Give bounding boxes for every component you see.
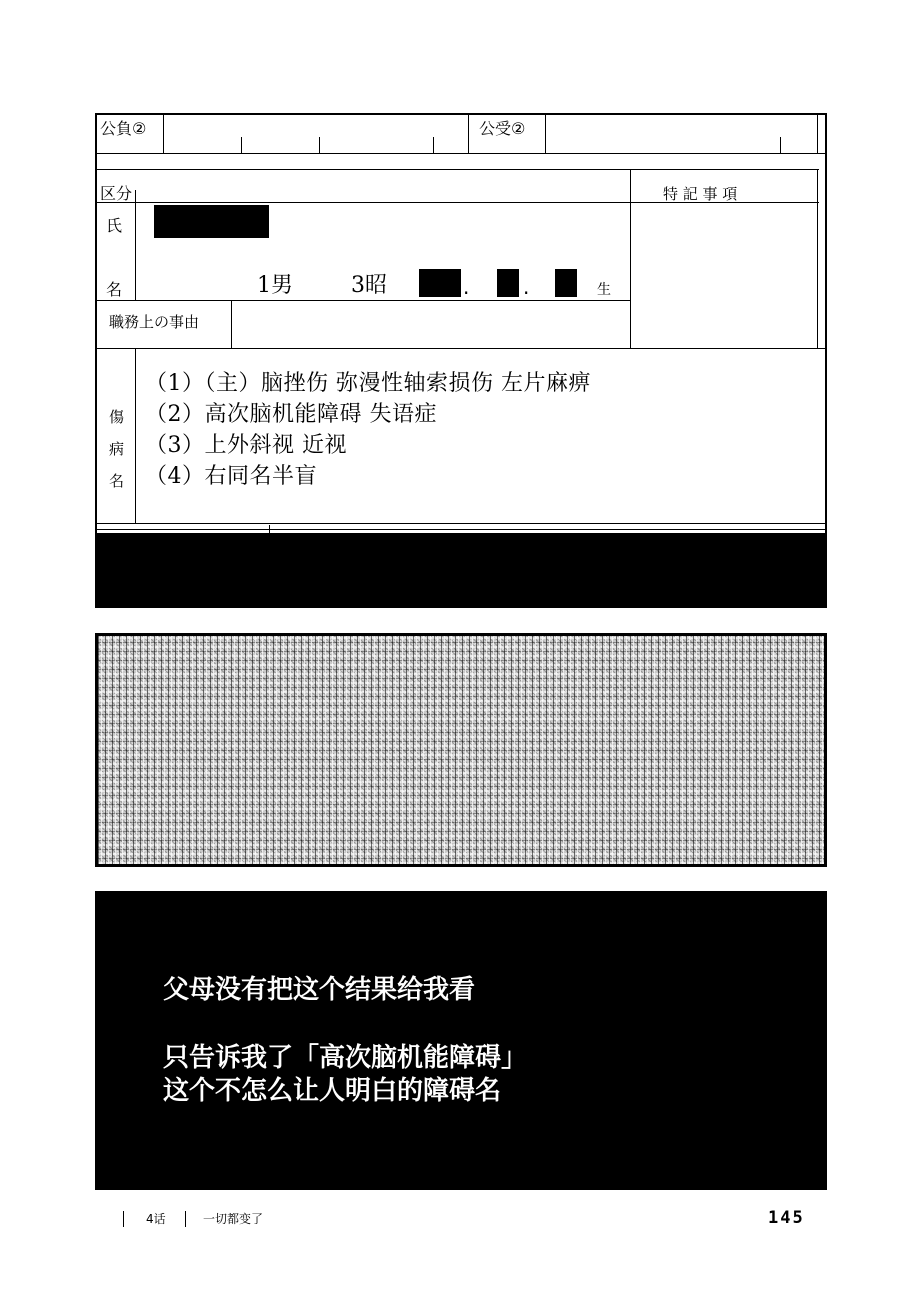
label-diagnosis-3: 名 <box>109 472 125 490</box>
label-public-burden: 公負② <box>100 119 147 138</box>
caption-panel <box>95 891 827 1190</box>
rule <box>97 529 827 530</box>
page-number: 145 <box>768 1208 805 1228</box>
caption-line-1: 父母没有把这个结果给我看 <box>163 975 476 1005</box>
rule <box>97 153 827 154</box>
redacted-month <box>497 269 519 297</box>
label-public-receive: 公受② <box>479 119 526 138</box>
divider <box>135 348 136 523</box>
divider <box>545 115 546 153</box>
label-category: 区分 <box>100 184 133 203</box>
label-diagnosis-2: 病 <box>109 440 125 458</box>
rule <box>97 300 631 301</box>
sex-field: 1男 <box>257 273 293 298</box>
diagnosis-line-4: （4）右同名半盲 <box>145 464 317 489</box>
date-separator: . <box>523 275 530 299</box>
redacted-day <box>555 269 577 297</box>
label-diagnosis-1: 傷 <box>109 408 125 426</box>
footer-divider <box>185 1211 186 1227</box>
tick <box>780 137 781 153</box>
caption-line-3: 这个不怎么让人明白的障碍名 <box>163 1076 502 1106</box>
divider <box>630 169 631 349</box>
diagnosis-line-2: （2）高次脑机能障碍 失语症 <box>145 402 437 427</box>
footer-chapter-title: 一切都变了 <box>203 1212 264 1226</box>
born-label: 生 <box>597 282 611 298</box>
divider <box>468 115 469 153</box>
label-special-notes: 特 記 事 項 <box>663 185 738 203</box>
redacted-name <box>154 205 269 238</box>
tick <box>135 190 136 202</box>
date-separator: . <box>463 275 470 299</box>
divider <box>817 115 818 153</box>
label-name-2: 名 <box>106 280 123 299</box>
divider <box>231 300 232 349</box>
rule <box>97 169 819 170</box>
medical-form-panel <box>95 113 827 608</box>
static-noise-panel <box>95 633 827 867</box>
footer-chapter: 4话 <box>146 1212 166 1226</box>
rule <box>97 523 827 524</box>
diagnosis-line-3: （3）上外斜视 近视 <box>145 433 347 458</box>
divider <box>163 115 164 153</box>
rule <box>97 202 819 203</box>
tick <box>241 137 242 153</box>
label-occupational-reason: 職務上の事由 <box>109 313 200 331</box>
divider <box>135 202 136 300</box>
caption-line-2: 只告诉我了「高次脑机能障碍」 <box>163 1043 528 1073</box>
diagnosis-line-1: （1）（主）脑挫伤 弥漫性轴索损伤 左片麻痹 <box>145 371 591 396</box>
birth-era-field: 3昭 <box>351 273 387 298</box>
redacted-year <box>419 269 461 297</box>
rule <box>97 348 827 349</box>
label-name-1: 氏 <box>106 216 123 235</box>
tick <box>319 137 320 153</box>
divider <box>817 169 818 349</box>
tick <box>433 137 434 153</box>
footer-divider <box>123 1211 124 1227</box>
black-band <box>97 533 825 606</box>
